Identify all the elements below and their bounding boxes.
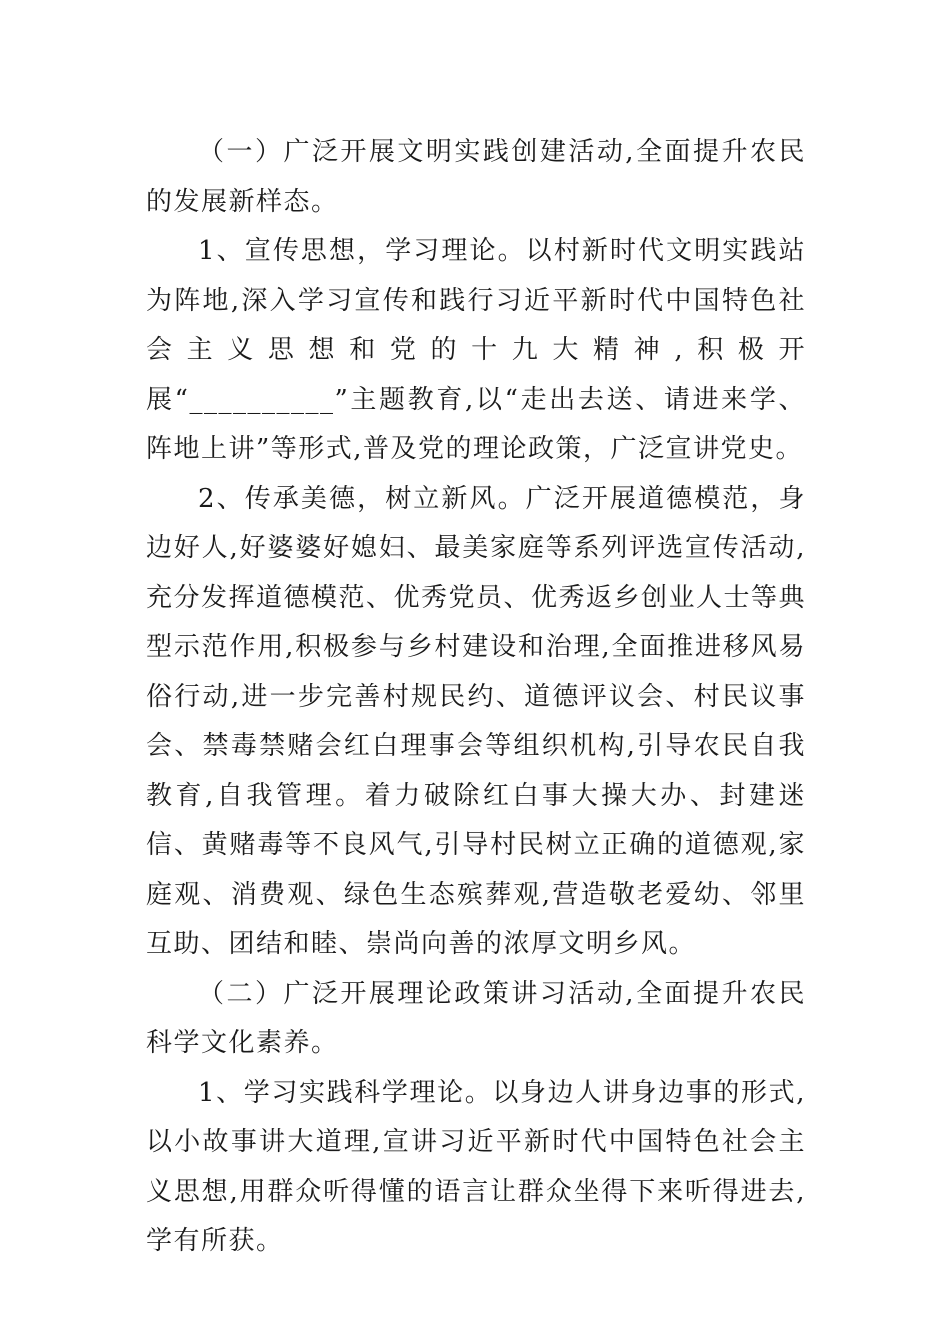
section-heading-1: （一）广泛开展文明实践创建活动,全面提升农民的发展新样态。: [146, 137, 806, 217]
paragraph-virtue-new-style: 2、传承美德，树立新风。广泛开展道德模范，身边好人,好婆婆好媳妇、最美家庭等系列评选宣传活动,充分发挥道德模范、优秀党员、优秀返乡创业人士等典型示范作用,积极参与乡村建设和治理,全面推进移风易俗行动,进一步完善村规民约、道德评议会、村民议事会、禁毒禁赌会红白理事会等组织机构,引导农民自我教育,自我管理。着力破除红白事大操大办、封建迷信、黄赌毒等不良风气,引导村民树立正确的道德观,家庭观、消费观、绿色生态殡葬观,营造敬老爱幼、邻里互助、团结和睦、崇尚向善的浓厚文明乡风。: [146, 483, 807, 959]
paragraph-propaganda-theory: 1、宣传思想，学习理论。以村新时代文明实践站为阵地,深入学习宣传和践行习近平新时代中国特色社会主义思想和党的十九大精神,积极开展“__________”主题教育,以“走出去送、请进来学、阵地上讲”等形式,普及党的理论政策，广泛宣讲党史。: [146, 236, 806, 464]
paragraph-science-theory: 1、学习实践科学理论。以身边人讲身边事的形式,以小故事讲大道理,宣讲习近平新时代中国特色社会主义思想,用群众听得懂的语言让群众坐得下来听得进去,学有所获。: [146, 1077, 806, 1256]
document-body: [146, 128, 806, 1267]
section-heading-2: （二）广泛开展理论政策讲习活动,全面提升农民科学文化素养。: [146, 978, 806, 1058]
